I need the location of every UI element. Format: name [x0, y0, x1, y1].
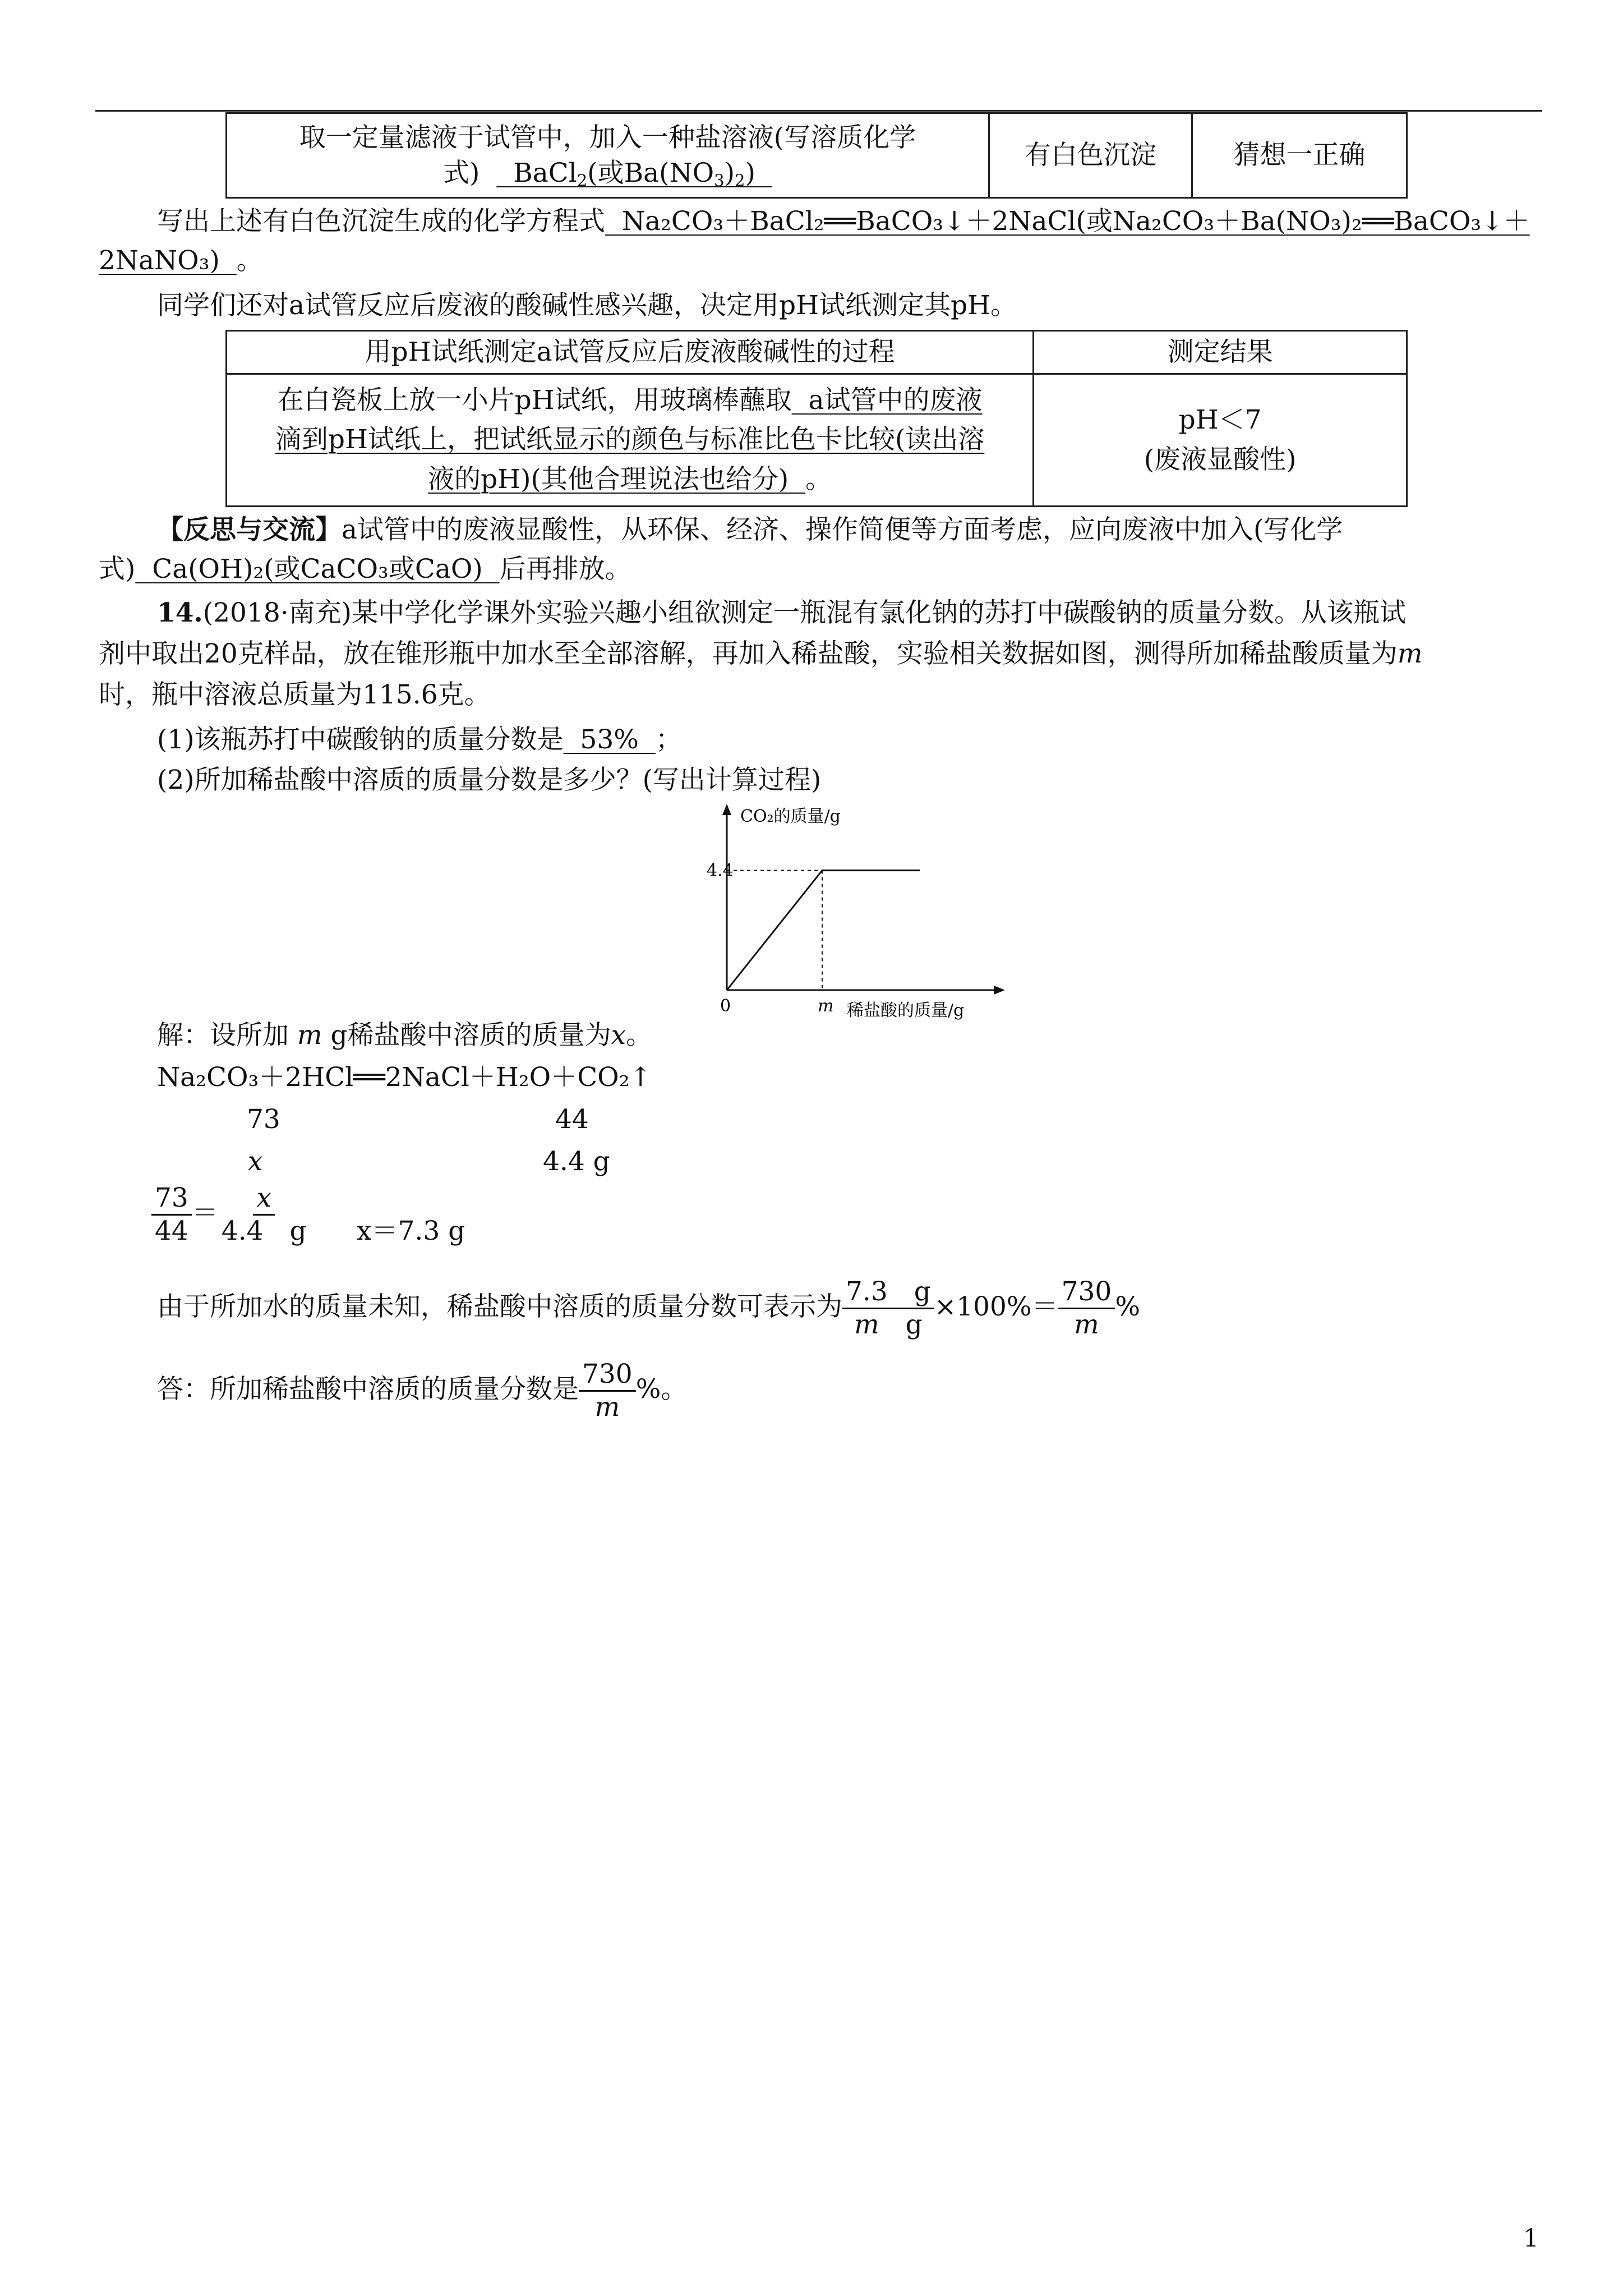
fraction-two — [1058, 1276, 1115, 1341]
sub1-answer-text: 53% — [580, 724, 639, 755]
x-tick-label-m: m — [818, 996, 834, 1016]
process-answer-text: 液的pH)(其他合理说法也给分) — [428, 463, 789, 495]
q14-sub-2: (2)所加稀盐酸中溶质的质量分数是多少？(写出计算过程) — [157, 765, 822, 795]
equation-answer-text: Na₂CO₃＋BaCl₂══BaCO₃↓＋2NaCl(或Na₂CO₃＋Ba(NO₃)₂══BaCO₃↓＋ — [621, 206, 1530, 237]
y-axis-arrow — [722, 804, 731, 815]
equals-sign: ＝ — [191, 1197, 218, 1228]
equation-suffix: 。 — [236, 245, 263, 276]
sub1-text: (1)该瓶苏打中碳酸钠的质量分数是 — [157, 724, 564, 755]
answer-sub: 3 — [714, 171, 725, 190]
answer-part: ) — [724, 158, 735, 188]
conclusion-cell: 猜想一正确 — [1192, 113, 1407, 198]
header-process: 用pH试纸测定a试管反应后废液酸碱性的过程 — [227, 331, 1034, 374]
equation-line-1 — [157, 203, 1530, 240]
table-row — [227, 374, 1407, 507]
top-rule — [95, 110, 1542, 112]
result-line-2: (废液显酸性) — [1144, 444, 1297, 475]
intro-text: 。 — [626, 1020, 653, 1051]
table-row — [227, 113, 1407, 198]
sub1-suffix: ； — [655, 724, 682, 755]
answer-text: 答：所加稀盐酸中溶质的质量分数是 — [157, 1373, 579, 1405]
process-answer — [428, 464, 805, 495]
final-answer — [157, 1359, 687, 1424]
times-text: ×100%＝ — [934, 1291, 1058, 1322]
ratio-left-top: 73 — [247, 1104, 280, 1135]
process-end: 。 — [805, 463, 832, 495]
process-line-3 — [233, 460, 1027, 500]
fraction-expression — [157, 1276, 1140, 1341]
fraction-denominator: 44 — [155, 1216, 188, 1247]
answer-suffix: %。 — [635, 1373, 688, 1405]
reflection-suffix: 后再排放。 — [499, 554, 631, 585]
x-axis-label: 稀盐酸的质量/g — [847, 1001, 965, 1020]
fraction-denominator: m — [594, 1392, 620, 1423]
answer-part: ) — [745, 158, 755, 188]
chemical-equation: Na₂CO₃＋2HCl══2NaCl＋H₂O＋CO₂↑ — [157, 1062, 652, 1093]
y-tick-label: 4.4 — [707, 861, 734, 881]
reflection-label: 【反思与交流】 — [157, 514, 342, 545]
x-tick-label-origin: 0 — [720, 996, 731, 1016]
process-answer-text: a试管中的废液 — [808, 384, 983, 416]
q14-line-2 — [99, 636, 1422, 673]
experiment-table — [225, 112, 1408, 199]
answer-part: (或Ba(NO — [587, 158, 714, 188]
fraction-numerator: x — [253, 1182, 275, 1216]
process-prefix: 在白瓷板上放一小片pH试纸，用玻璃棒蘸取 — [277, 384, 792, 416]
equation-answer-text: 2NaNO₃) — [99, 245, 220, 276]
answer-fraction — [579, 1359, 636, 1424]
process-cell — [227, 374, 1034, 507]
result-line-1: pH＜7 — [1178, 404, 1262, 435]
sub1-answer — [564, 724, 656, 755]
process-answer-text: 滴到pH试纸上，把试纸显示的颜色与标准比色卡比较(读出溶 — [275, 424, 985, 455]
graph-marks — [727, 871, 920, 990]
ph-intro: 同学们还对a试管反应后废液的酸碱性感兴趣，决定用pH试纸测定其pH。 — [157, 290, 1017, 321]
fraction-text: 由于所加水的质量未知，稀盐酸中溶质的质量分数可表示为 — [157, 1291, 842, 1322]
equation-prefix: 写出上述有白色沉淀生成的化学方程式 — [157, 206, 605, 237]
q14-line-3: 时，瓶中溶液总质量为115.6克。 — [99, 679, 491, 710]
intro-text: 解：设所加 — [157, 1020, 289, 1051]
answer-part: BaCl — [513, 158, 577, 188]
ratio-right-bottom: 4.4 g — [543, 1146, 610, 1177]
header-result: 测定结果 — [1034, 331, 1407, 374]
method-line-2 — [233, 155, 983, 191]
solution-intro — [157, 1017, 652, 1054]
result-cell — [1034, 374, 1407, 507]
table-header-row — [227, 331, 1407, 374]
fraction-denominator: m g — [854, 1309, 923, 1341]
fraction-left — [151, 1182, 192, 1248]
x-result: x＝7.3 g — [357, 1216, 465, 1246]
equation-answer-line-1 — [605, 206, 1530, 237]
series-line-rise — [727, 871, 822, 990]
fraction-one — [842, 1276, 934, 1341]
answer-sub: 2 — [735, 171, 745, 190]
phenomenon-cell: 有白色沉淀 — [989, 113, 1192, 198]
question-number: 14. — [157, 597, 203, 628]
percent-sign: % — [1115, 1291, 1140, 1322]
experiment-method-cell — [227, 113, 989, 198]
process-line-1 — [233, 381, 1027, 421]
q14-line-1 — [157, 595, 1406, 632]
process-line-2 — [233, 420, 1027, 460]
fraction-numerator: 730 — [579, 1359, 636, 1392]
graph-svg — [695, 799, 1043, 1024]
co2-graph — [695, 799, 1043, 1024]
answer-sub: 2 — [577, 171, 588, 190]
reflection-line-2 — [99, 551, 631, 588]
q14-sub-1 — [157, 721, 682, 758]
proportion — [151, 1182, 310, 1248]
q14-text: 剂中取出20克样品，放在锥形瓶中加水至全部溶解，再加入稀盐酸，实验相关数据如图，测得所加稀盐酸质量为 — [99, 638, 1398, 669]
reflection-text: a试管中的废液显酸性，从环保、经济、操作简便等方面考虑，应向废液中加入(写化学 — [342, 514, 1343, 545]
ratio-left-bottom: x — [248, 1146, 263, 1177]
q14-text: (2018·南充)某中学化学课外实验兴趣小组欲测定一瓶混有氯化钠的苏打中碳酸钠的质量分数。从该瓶试 — [202, 597, 1407, 628]
fraction-right — [218, 1182, 310, 1248]
intro-variable: m — [297, 1020, 322, 1051]
fraction-denominator: m — [1074, 1309, 1099, 1341]
fraction-numerator: 730 — [1058, 1276, 1115, 1309]
q14-variable: m — [1397, 638, 1423, 669]
fraction-numerator: 7.3 g — [842, 1276, 934, 1309]
method-answer — [496, 158, 772, 188]
ratio-right-top: 44 — [555, 1104, 589, 1135]
process-answer — [792, 385, 983, 416]
reflection-line-1 — [157, 512, 1343, 549]
reflection-prefix: 式) — [99, 554, 136, 585]
fraction-denominator: 4.4 g — [221, 1216, 307, 1247]
method-prefix: 式) — [443, 158, 480, 188]
x-axis-arrow — [994, 986, 1005, 995]
fraction-numerator: 73 — [151, 1182, 192, 1216]
equation-answer-line-2 — [99, 245, 237, 276]
equation-line-2 — [99, 242, 263, 279]
reflection-answer-text: Ca(OH)₂(或CaCO₃或CaO) — [152, 554, 483, 585]
y-axis-label: CO₂的质量/g — [740, 807, 841, 826]
page-number: 1 — [1523, 2224, 1539, 2253]
ph-table — [225, 330, 1408, 507]
reflection-answer — [135, 554, 499, 585]
intro-text: g稀盐酸中溶质的质量为 — [330, 1020, 611, 1051]
intro-variable: x — [611, 1020, 626, 1051]
method-line-1: 取一定量滤液于试管中，加入一种盐溶液(写溶质化学 — [299, 122, 916, 153]
